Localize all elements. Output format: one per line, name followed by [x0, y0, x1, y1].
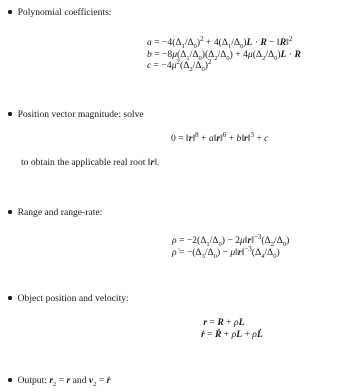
equation-polynomial: 0 = ‖r‖$^8$ + a‖r‖$^6$ + b‖r‖$^3$ + c [171, 130, 269, 144]
equation-rho: $\rho = -2(\Delta_1/\Delta_0)$ − $2\mu‖r‖^{-3}(\Delta_2/\Delta_0)$ [172, 232, 290, 248]
range-equations [172, 232, 290, 260]
equation-b: $b = -8\mu(\Delta_1/\Delta_0)(\Delta_2/\Delta_0) + 4\mu(\Delta_2/\Delta_0)L \cdot R$ [147, 48, 301, 62]
bullet-icon [8, 210, 12, 214]
step-position-magnitude [8, 109, 144, 120]
step-output [8, 375, 110, 386]
bullet-icon [8, 112, 12, 116]
equation-rho-dot: ρ̇ = $-(\Delta_3/\Delta_0)$ − $\mu‖r‖^{-3}(\Delta_4/\Delta_0)$ [172, 244, 280, 260]
step-label: Output: $r_2 = r$ and $v_2$ = ṙ [17, 375, 111, 388]
step-label: Object position and velocity: [17, 293, 129, 304]
bullet-icon [8, 378, 12, 382]
step-label: Polynomial coefficients: [17, 7, 112, 18]
step-range [8, 207, 102, 218]
step-label: Range and range-rate: [17, 207, 103, 218]
step-followup: to obtain the applicable real root ‖r‖. [21, 157, 160, 168]
equation-c: $c = -4\mu^2(\Delta_2/\Delta_0)^2$ [147, 57, 212, 73]
coefficient-equations [147, 34, 301, 73]
state-equations [201, 317, 263, 340]
step-label: Position vector magnitude: solve [17, 109, 144, 120]
bullet-icon [8, 10, 12, 14]
step-position-velocity [8, 293, 129, 304]
equation-position: r = R + ρL [203, 317, 245, 328]
step-polynomial-coefficients [8, 7, 111, 18]
equation-velocity: ṙ = Ṙ + ρ̇L + ρL̇ [201, 328, 263, 340]
bullet-icon [8, 296, 12, 300]
equation-a: $a = -4(\Delta_1/\Delta_0)^2 + 4(\Delta_1/\Delta_0)L \cdot R$ − ‖R‖$^2$ [147, 34, 293, 50]
